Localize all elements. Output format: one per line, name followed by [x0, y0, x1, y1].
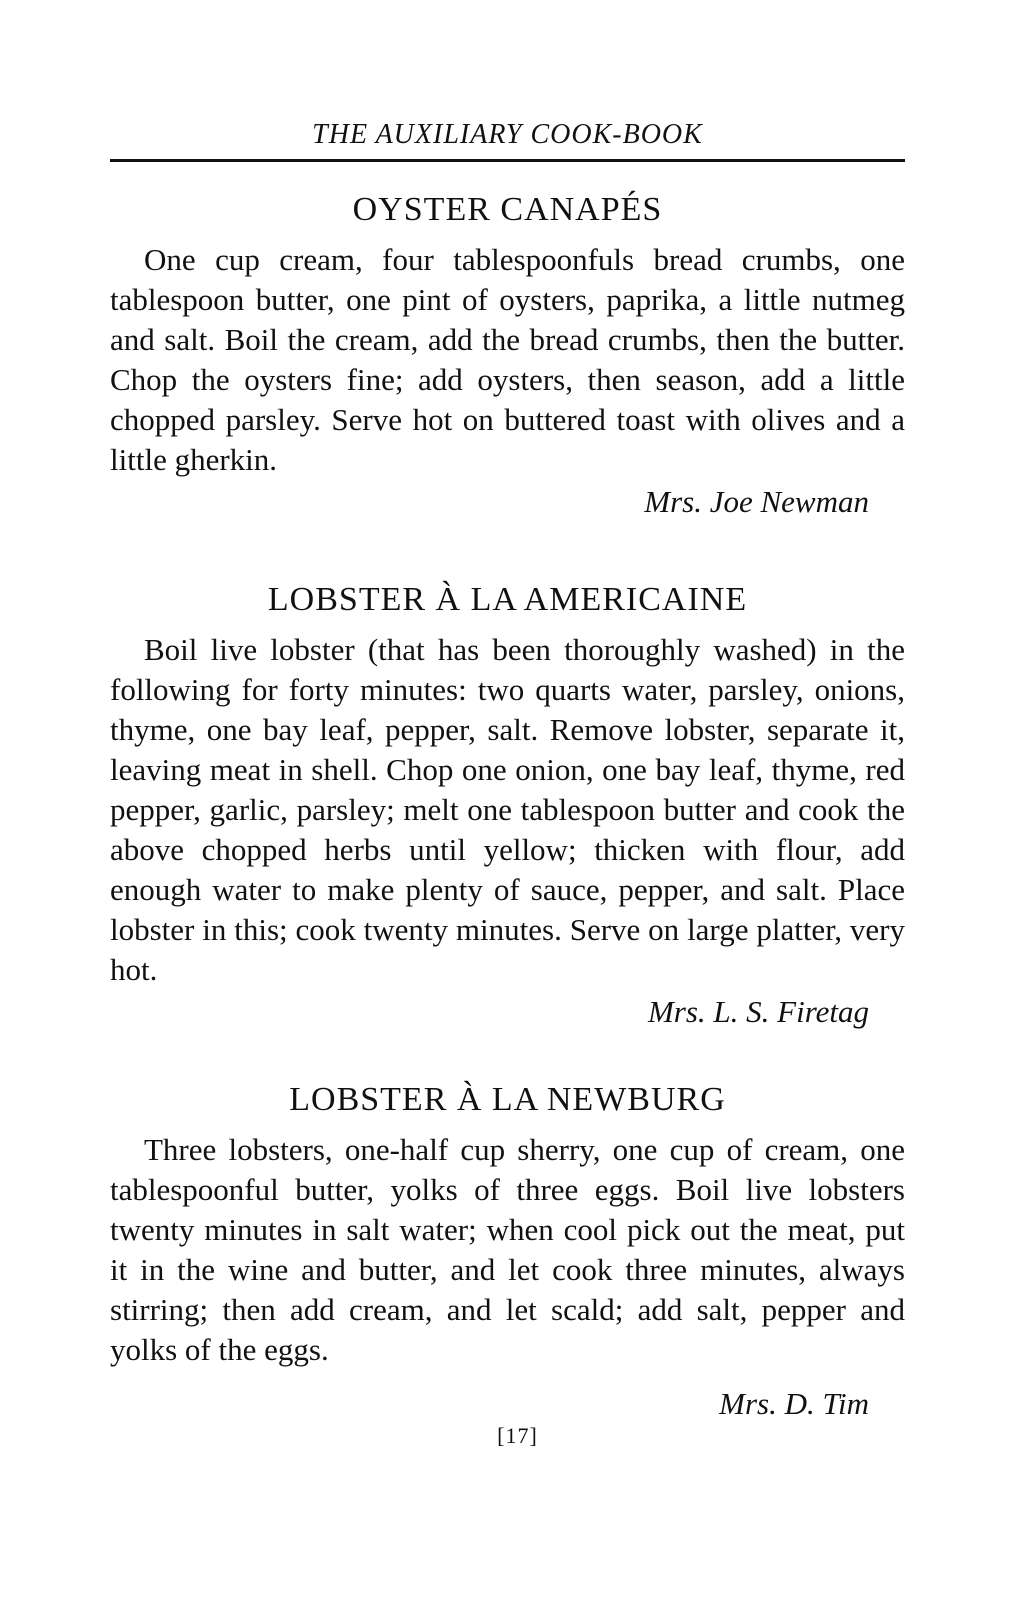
- recipe-oyster-canapes: [110, 190, 905, 522]
- page-number: [17]: [497, 1423, 538, 1448]
- recipe-lobster-newburg: [110, 1080, 905, 1424]
- recipe-title: LOBSTER À LA AMERICAINE: [267, 581, 748, 618]
- recipe-attribution: Mrs. Joe Newman: [644, 484, 869, 519]
- recipe-lobster-americaine: [110, 580, 905, 1032]
- recipe-title: LOBSTER À LA NEWBURG: [289, 1081, 726, 1118]
- header-rule: [110, 159, 905, 162]
- recipe-attribution: Mrs. D. Tim: [719, 1386, 869, 1421]
- recipe-body: Three lobsters, one-half cup sherry, one cup of cream, one tablespoonful butter, yolks of three eggs. Boil live lobsters twenty minutes in salt water; when cool pick out the meat, put it in the wine and butter, and let cook three minutes, always stirring; then add cream, and let scald; add salt, pepper and yolks of the eggs.: [110, 1132, 905, 1367]
- running-head: THE AUXILIARY COOK-BOOK: [312, 119, 703, 150]
- recipe-title: OYSTER CANAPÉS: [352, 191, 663, 228]
- recipe-body: One cup cream, four tablespoonfuls bread crumbs, one tablespoon butter, one pint of oysters, paprika, a little nutmeg and salt. Boil the cream, add the bread crumbs, then the butter. Chop the oysters fine; add oysters, then season, add a little chopped parsley. Serve hot on buttered toast with olives and a little gherkin.: [110, 242, 905, 477]
- recipe-body: Boil live lobster (that has been thoroughly washed) in the following for forty minutes: two quarts water, parsley, onions, thyme, one bay leaf, pepper, salt. Remove lobster, separate it, leaving meat in shell. Chop one onion, one bay leaf, thyme, red pepper, garlic, parsley; melt one tablespoon butter and cook the above chopped herbs until yellow; thicken with flour, add enough water to make plenty of sauce, pepper, and salt. Place lobster in this; cook twenty minutes. Serve on large platter, very hot.: [110, 632, 905, 987]
- recipe-attribution: Mrs. L. S. Firetag: [647, 994, 869, 1029]
